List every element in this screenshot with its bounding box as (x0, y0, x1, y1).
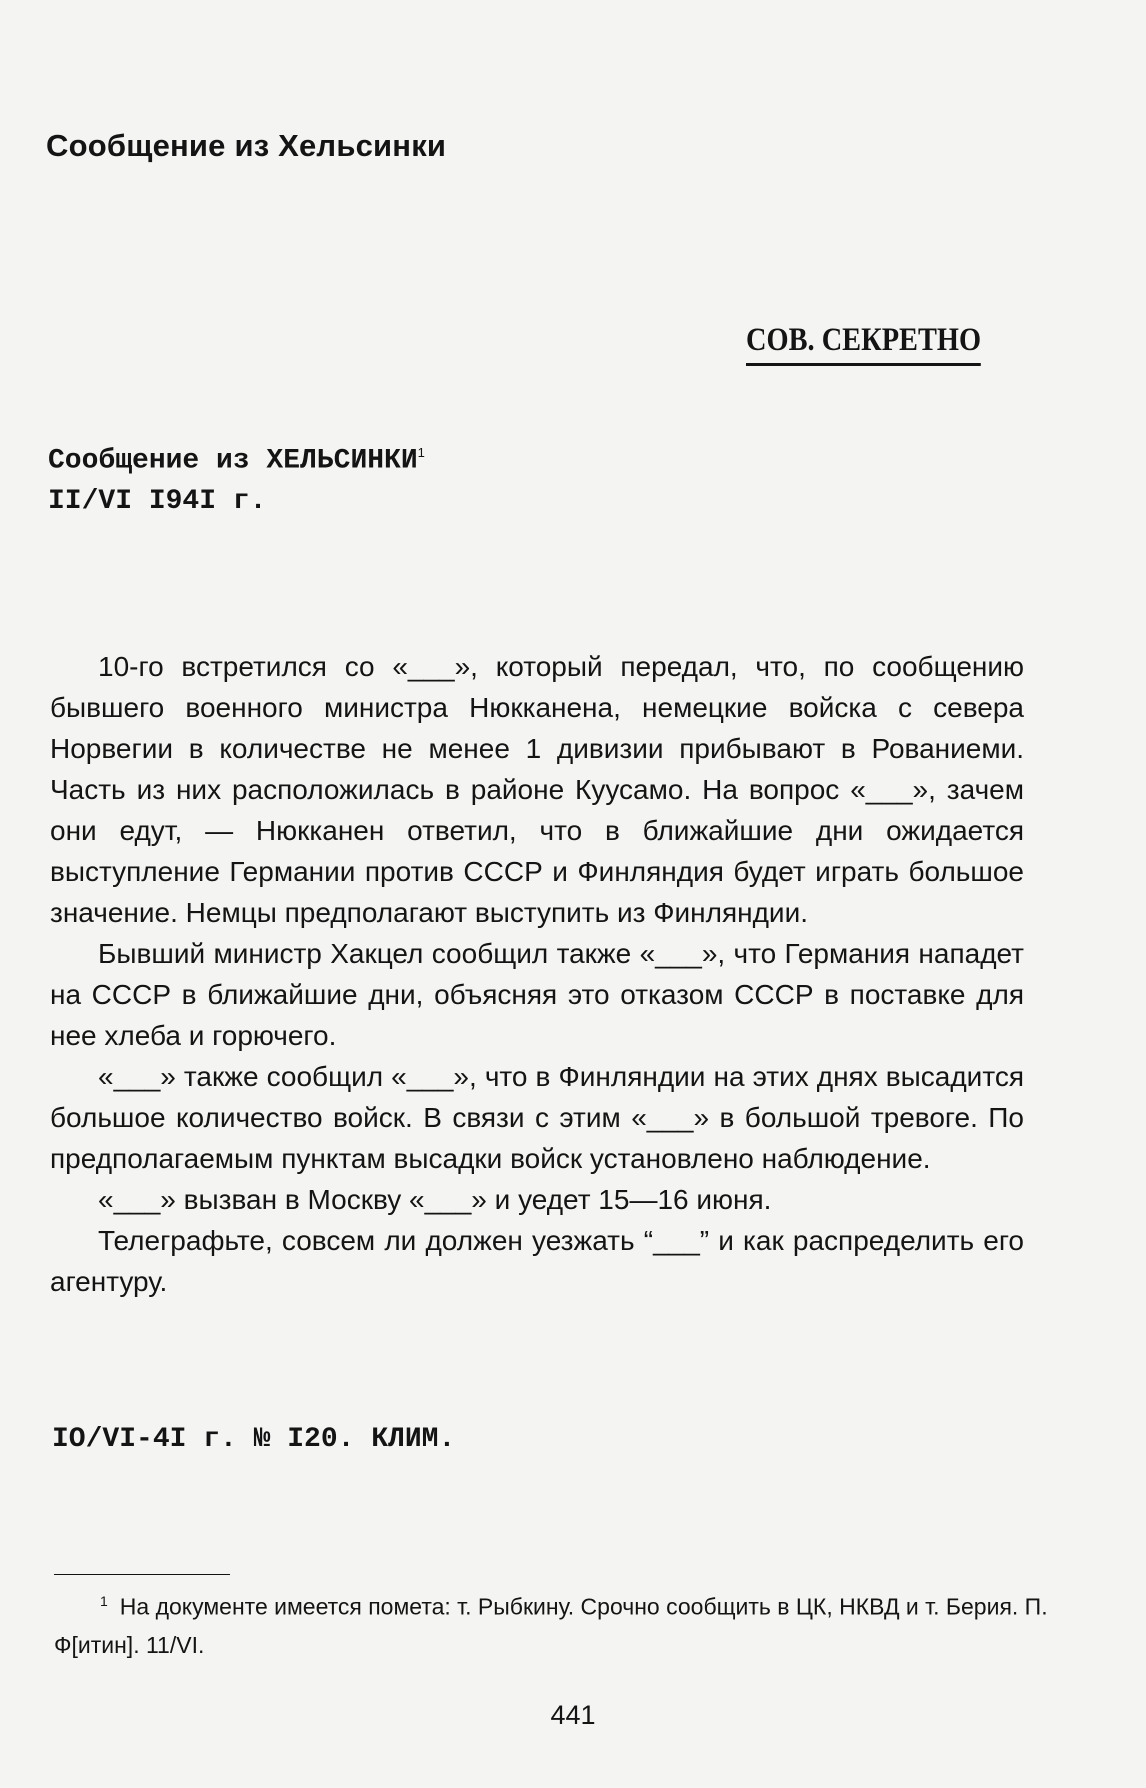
message-date: II/VI I94I г. (48, 486, 267, 518)
page-number: 441 (550, 1700, 596, 1730)
message-origin-line (48, 432, 425, 481)
footnote-mark: 1 (100, 1593, 108, 1609)
footnote-reference: 1 (417, 445, 425, 460)
body-paragraph: Бывший министр Хакцел сообщил также «___», что Германия нападет на СССР в ближайшие дни, объясняя это отказом СССР в поставке для нее хлеба и горючего. (50, 938, 1024, 1051)
section-heading: Сообщение из Хельсинки (46, 128, 447, 163)
body-paragraph: 10-го встретился со «___», который передал, что, по сообщению бывшего военного министра Нюкканена, немецкие войска с севера Норвегии в количестве не менее 1 дивизии прибывают в Рованиеми. Часть из них расположилась в районе Куусамо. На вопрос «___», зачем они едут, — Нюкканен ответил, что в ближайшие дни ожидается выступление Германии против СССР и Финляндия будет играть большое значение. Немцы предполагают выступить из Финляндии. (50, 651, 1024, 928)
footnote-text: На документе имеется помета: т. Рыбкину. Срочно сообщить в ЦК, НКВД и т. Берия. П. Ф[итин]. 11/VI. (54, 1593, 1048, 1658)
footnote-divider (54, 1574, 230, 1575)
message-origin: Сообщение из ХЕЛЬСИНКИ (48, 445, 418, 477)
classification-stamp: СОВ. СЕКРЕТНО (746, 322, 981, 366)
message-header (48, 432, 425, 522)
message-body (50, 646, 1024, 1302)
body-paragraph: «___» вызван в Москву «___» и уедет 15—16 июня. (98, 1184, 772, 1215)
footnote (54, 1582, 1048, 1664)
message-signoff: IO/VI-4I г. № I20. КЛИМ. (52, 1424, 456, 1455)
body-paragraph: Телеграфьте, совсем ли должен уезжать “___” и как распределить его агентуру. (50, 1225, 1024, 1297)
body-paragraph: «___» также сообщил «___», что в Финляндии на этих днях высадится большое количество войск. В связи с этим «___» в большой тревоге. По предполагаемым пунктам высадки войск установлено наблюдение. (50, 1061, 1024, 1174)
